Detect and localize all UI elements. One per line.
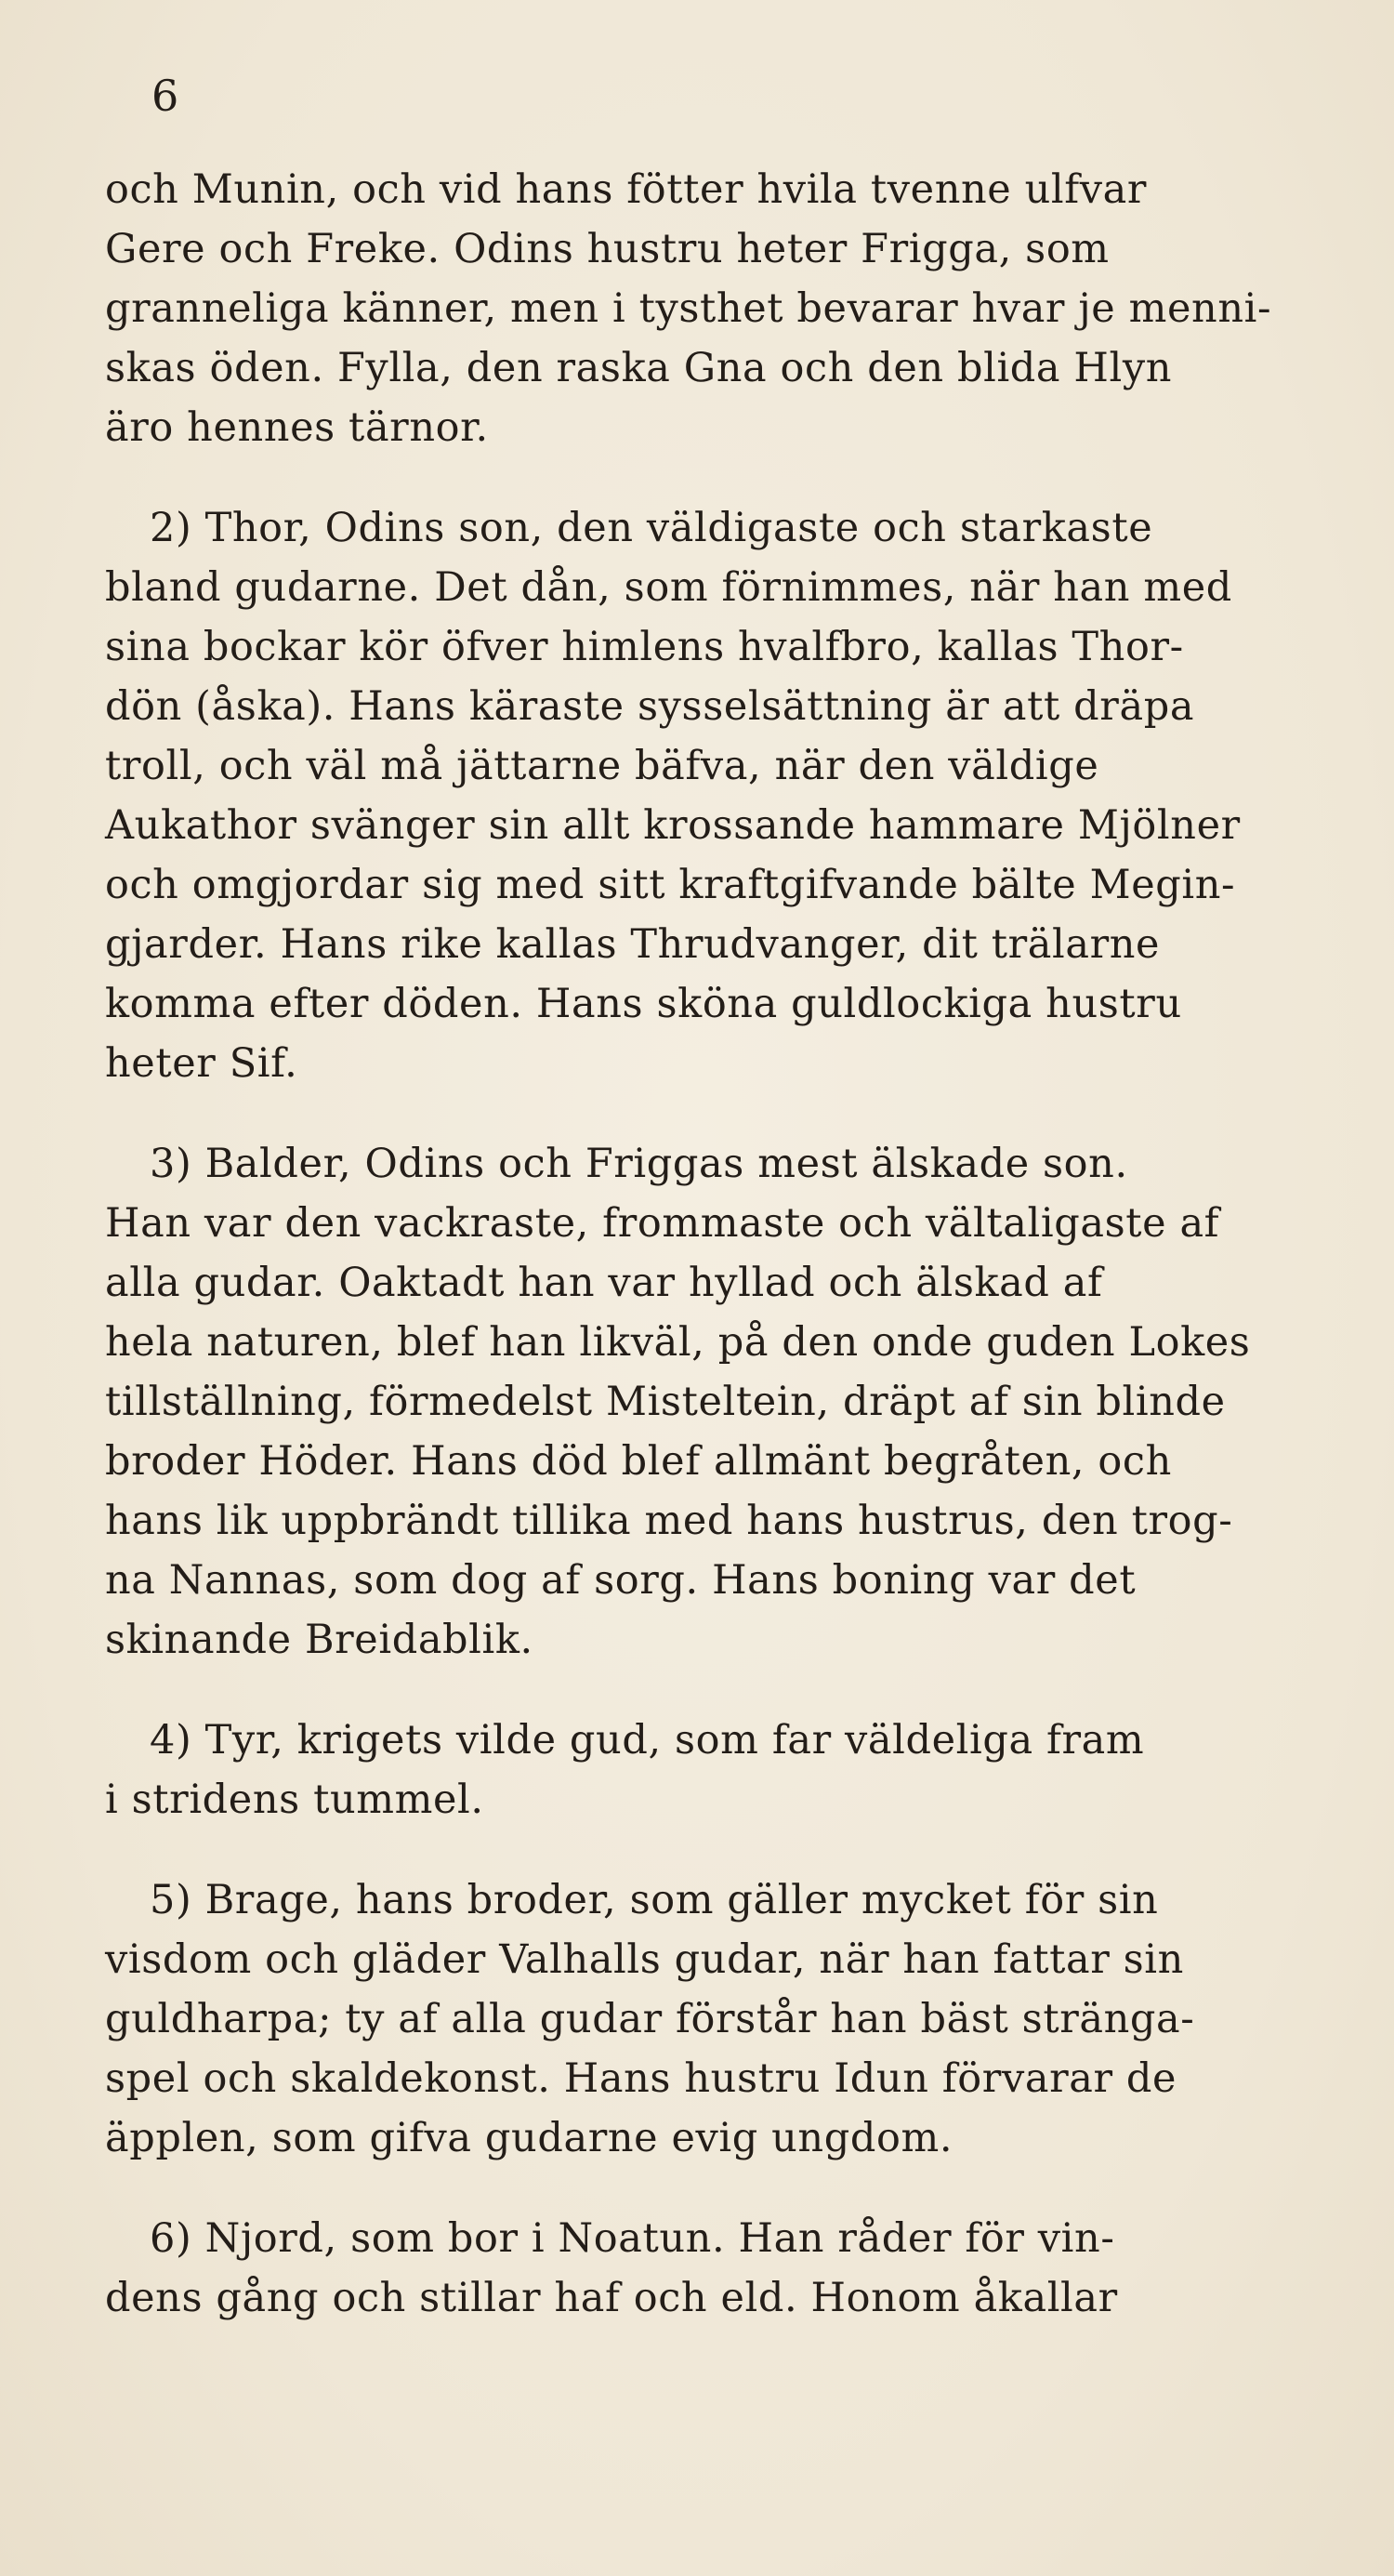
text-line: tillställning, förmedelst Misteltein, dräpt af sin blinde <box>105 1379 1226 1425</box>
text-line: och Munin, och vid hans fötter hvila tvenne ulfvar <box>105 166 1148 213</box>
body-text <box>105 160 1332 2328</box>
text-line: granneliga känner, men i tysthet bevarar hvar je menni- <box>105 285 1272 332</box>
paragraph-2 <box>105 498 1332 1093</box>
paragraph-4 <box>105 1711 1332 1830</box>
text-line: 2) Thor, Odins son, den väldigaste och starkaste <box>150 505 1153 551</box>
paragraph-1 <box>105 160 1332 457</box>
text-line: na Nannas, som dog af sorg. Hans boning var det <box>105 1557 1137 1604</box>
text-line: troll, och väl må jättarne bäfva, när den väldige <box>105 743 1099 789</box>
text-line: 3) Balder, Odins och Friggas mest älskade son. <box>150 1141 1128 1187</box>
text-line: dens gång och stillar haf och eld. Honom åkallar <box>105 2275 1118 2321</box>
text-line: hela naturen, blef han likväl, på den onde guden Lokes <box>105 1319 1251 1366</box>
text-line: broder Höder. Hans död blef allmänt begråten, och <box>105 1438 1172 1485</box>
text-line: äro hennes tärnor. <box>105 404 489 451</box>
text-line: skinande Breidablik. <box>105 1617 533 1663</box>
text-line: spel och skaldekonst. Hans hustru Idun förvarar de <box>105 2055 1177 2102</box>
text-line: 5) Brage, hans broder, som gäller mycket för sin <box>150 1877 1159 1923</box>
text-line: hans lik uppbrändt tillika med hans hustrus, den trog- <box>105 1498 1233 1544</box>
text-line: skas öden. Fylla, den raska Gna och den blida Hlyn <box>105 345 1173 391</box>
text-line: 4) Tyr, krigets vilde gud, som far väldeliga fram <box>150 1717 1145 1764</box>
paragraph-6 <box>105 2209 1332 2328</box>
text-line: dön (åska). Hans käraste sysselsättning är att dräpa <box>105 683 1195 730</box>
page-number: 6 <box>151 71 179 121</box>
text-line: och omgjordar sig med sitt kraftgifvande bälte Megin- <box>105 862 1236 908</box>
text-line: bland gudarne. Det dån, som förnimmes, när han med <box>105 564 1232 611</box>
text-line: komma efter döden. Hans sköna guldlockiga hustru <box>105 981 1182 1027</box>
text-line: 6) Njord, som bor i Noatun. Han råder för vin- <box>150 2215 1115 2262</box>
text-line: äpplen, som gifva gudarne evig ungdom. <box>105 2115 953 2161</box>
text-line: Aukathor svänger sin allt krossande hammare Mjölner <box>105 802 1241 849</box>
text-line: visdom och gläder Valhalls gudar, när han fattar sin <box>105 1936 1184 1983</box>
text-line: Gere och Freke. Odins hustru heter Frigga, som <box>105 226 1110 272</box>
paragraph-3 <box>105 1134 1332 1670</box>
text-line: heter Sif. <box>105 1040 298 1087</box>
text-line: gjarder. Hans rike kallas Thrudvanger, dit trälarne <box>105 921 1161 968</box>
text-line: alla gudar. Oaktadt han var hyllad och älskad af <box>105 1260 1103 1306</box>
text-line: sina bockar kör öfver himlens hvalfbro, kallas Thor- <box>105 624 1184 670</box>
text-line: i stridens tummel. <box>105 1777 484 1823</box>
text-line: guldharpa; ty af alla gudar förstår han bäst stränga- <box>105 1996 1195 2042</box>
paragraph-5 <box>105 1870 1332 2168</box>
text-line: Han var den vackraste, frommaste och vältaligaste af <box>105 1200 1220 1247</box>
